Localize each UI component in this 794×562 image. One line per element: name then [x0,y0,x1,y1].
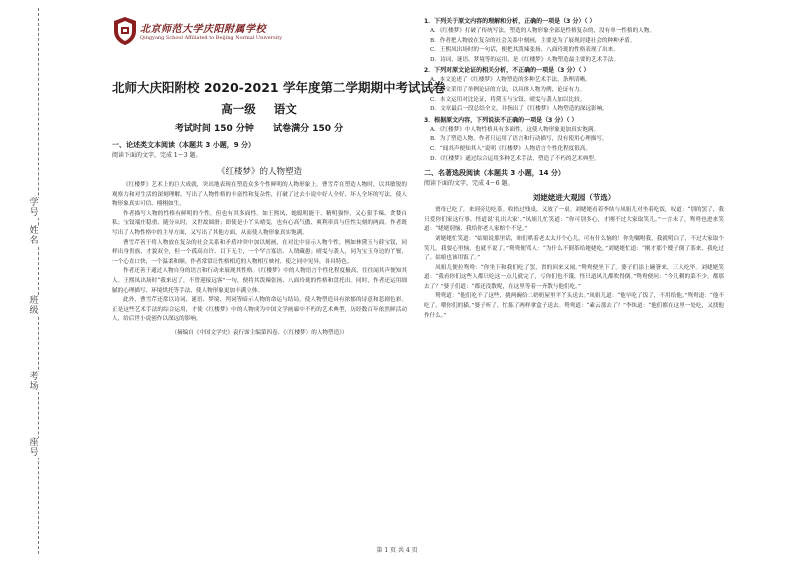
q2-option-c: C．本文运用对比论证，将黛玉与宝钗、晴雯与袭人加以比较。 [430,96,586,103]
question-3: 3．根据原文内容，下列说法不正确的一项是（3 分）（ ） [424,116,578,124]
q3-option-b: B．为了塑造人物，作者只运用了语言和行动描写，没有使用心理描写。 [430,136,608,143]
article-paragraph: 《红楼梦》艺术上的巨大成就，突出地表现在塑造众多个性鲜明的人物形象上。曹雪芹在塑造人物时，以其敏锐的观察力和对生活的深刻理解，写出了人物性格的丰富性和复杂性，打破了过去小说中好人全好、坏人全坏的写法，使人物形象真实可信、栩栩如生。 [112,182,407,208]
q1-option-c: C．王熙凤出场时的一句话，便把其泼辣张扬、八面玲珑的性格表现了出来。 [430,47,619,54]
q3-option-c: C．“闻其声便知其人”说明《红楼梦》人物语言个性化程度很高。 [430,145,592,152]
q1-option-d: D．诗词、谜语、梦境等的运用，是《红楼梦》人物塑造最主要的艺术手法。 [430,56,620,63]
q1-option-b: B．作者把人物放在复杂的社会关系中刻画，主要是为了展现封建社会的种种矛盾。 [430,37,636,44]
binding-dashed-line [38,8,39,554]
q1-option-a: A．《红楼梦》打破了传统写法，塑造的人物形象全部是性格复杂的，没有单一性格的人物。 [430,28,655,34]
right-column [424,16,724,321]
section1-instruction: 阅读下面的文字，完成 1～3 题。 [112,152,202,159]
section2-heading: 二、名著选段阅读（本题共 3 小题，14 分） [424,169,565,178]
q3-option-d: D．《红楼梦》通过综合运用多种艺术手法，塑造了不朽的艺术典型。 [430,155,600,162]
excerpt-paragraph: 贾母已吃了，来到旁边吃茶。收拾过残桌，又放了一桌。刘姥姥看着李纨与凤姐儿对坐着吃饭，叹道：“别的罢了，我只爱你们家这行事。怪道说‘礼出大家’。”凤姐儿忙笑道：“你可别多心，才刚不过大家取笑儿。”一言未了，鸳鸯也进来笑道：“姥姥别恼，我给你老人家赔个不是。” [424,207,724,233]
grade-label: 高一级 [221,102,256,116]
q2-option-d: D．文章最后一段总结全文，并指出了《红楼梦》人物塑造的深远影响。 [430,106,608,113]
q3-option-a: A．《红楼梦》中人物性格具有多面性，这使人物形象更加真实饱满。 [430,126,600,133]
article-paragraph: 作者描写人物的性格有鲜明的个性，但也有其多面性。如王熙凤，她聪明能干、精明强悍，又心狠手辣、贪婪自私；宝钗端庄稳重、随分从时，又世故圆滑；即使是小丫头晴雯，也有心高气傲、爽利率真与任性尖刻的两面。作者既写出了人物性格中的主导方面，又写出了其他方面，从而使人物形象真实饱满。 [112,210,407,236]
binding-label-seat: 座号 [29,438,39,458]
q2-option-b: B．本文采用了举例论证的方法，以具体人物为例，论证有力。 [430,86,586,93]
article-source: （摘编自《中国文学史》袁行霈主编第四卷、《〈红楼梦〉的人物塑造》） [171,329,348,336]
school-name: 北京师范大学庆阳附属学校 [140,24,266,35]
full-score: 试卷满分 150 分 [273,124,344,134]
left-column [112,140,407,338]
excerpt-paragraph: 凤姐儿便拉鸳鸯：“你坐下和我们吃了罢，省的回来又闹。”鸳鸯便坐下了。婆子们添上碗箸来，三人吃毕。刘姥姥笑道：“我看你们这些人都只吃这一点儿就完了，亏你们也不饿，怪只道风儿都吹得倒。”鸳鸯便问：“今儿剩的菜不少，都那去了？”婆子们道：“都还没散呢，在这里等着一齐散与他们吃。” [424,264,724,290]
article-paragraph: 曹雪芹善于将人物放在复杂的社会关系和矛盾冲突中加以刻画，在对比中显示人物个性。例如林黛玉与薛宝钗，同样出身贵族、才貌双全，但一个孤高自许、目下无尘，一个罕言寡语、人谓藏愚；晴雯与袭人，同为宝玉身边的丫鬟，一个心直口快，一个温柔和顺。作者常常让性格相近的人物相互映衬，使之同中见异，各具特色。 [112,239,407,265]
excerpt-title: 刘姥姥进大观园（节选） [532,193,616,203]
section1-heading: 一、论述类文本阅读（本题共 3 小题，9 分） [112,141,256,149]
exam-time: 考试时间 150 分钟 [174,124,254,134]
subject-label: 语文 [273,102,297,116]
excerpt-paragraph: 刘姥姥忙笑道：“姑娘说那里话，咱们哄着老太太开个心儿，可有什么恼的！你先嘱咐我，我就明白了，不过大家取个笑儿。我要心里恼，也就不说了。”鸳鸯便骂人：“为什么不倒茶给姥姥吃。”刘姥姥忙道：“刚才那个嫂子倒了茶来，我吃过了。姑娘也该用饭了。” [424,235,724,262]
school-emblem-icon [112,16,138,46]
article-paragraph: 此外，曹雪芹还常以诗词、谜语、梦境、判词等暗示人物的命运与结局，使人物塑造具有浓郁的诗意和悲剧色彩。正是这些艺术手法的综合运用，才使《红楼梦》中的人物成为中国文学画廊中不朽的艺术典型，历经数百年依然鲜活动人，给后世小说创作以深远的影响。 [112,297,407,323]
page-number: 第 1 页 共 4 页 [376,547,418,554]
binding-label-name: 姓名 [29,226,39,246]
article-paragraph: 作者还善于通过人物自身的语言和行动来展现其性格。《红楼梦》中的人物语言个性化程度极高，往往闻其声便知其人。王熙凤出场时“我来迟了，不曾迎接远客”一句，便将其泼辣张扬、八面玲珑的性格和盘托出。同时，作者还运用细腻的心理描写、环境烘托等手法，使人物形象更加丰满立体。 [112,268,407,294]
grade-subject-line [112,101,406,117]
question-1: 1．下列关于原文内容的理解和分析，正确的一项是（3 分）（ ） [424,18,596,25]
binding-label-student-id: 学号 [29,198,39,218]
section2-instruction: 阅读下面的文字，完成 4～6 题。 [424,180,514,188]
article-title: 《红楼梦》的人物塑造 [216,167,302,177]
binding-label-class: 班级 [29,296,39,316]
question-2: 2．下列对原文论证的相关分析，不正确的一项是（3 分）（ ） [424,67,590,75]
exam-meta-line [112,121,406,134]
q2-option-a: A．本文论述了《红楼梦》人物塑造的多种艺术手法，条理清晰。 [430,77,591,84]
school-header [112,16,342,56]
school-name-en: Qingyang School Affiliated to Beijing Normal University [140,35,283,41]
exam-title: 北师大庆阳附校 2020-2021 学年度第二学期期中考试试卷 [112,80,446,95]
excerpt-paragraph: 鸳鸯道：“他们吃不了这些，挑两碗给二奶奶屋里平丫头送去。”凤姐儿道：“他早吃了饭了，不用给他。”鸳鸯道：“他不吃了，喂你们的猫。”婆子听了，忙拣了两样拿盒子送去。鸳鸯道：“素云那去了？”李纨道：“他们都在这里一处吃，又找他作什么。” [424,293,724,319]
binding-label-room: 考场 [29,372,39,392]
binding-strip [0,0,78,562]
